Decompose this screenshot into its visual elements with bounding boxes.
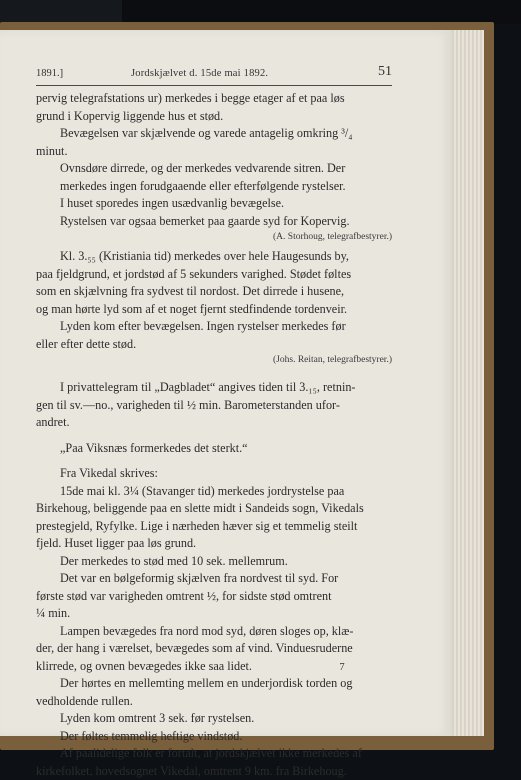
text-line: Birkehoug, beliggende paa en slette midt i Sandeids sogn, Vikedals xyxy=(36,500,392,518)
header-year: 1891.] xyxy=(36,68,63,79)
text-line: Lyden kom omtrent 3 sek. før rystelsen. xyxy=(36,710,392,728)
spacer xyxy=(36,457,392,465)
text-line: Lampen bevægedes fra nord mod syd, døren sloges op, klæ- xyxy=(36,623,392,641)
text-line: andret. xyxy=(36,414,392,432)
page-number: 51 xyxy=(378,64,392,80)
text-line: pervig telegrafstations ur) merkedes i begge etager af et paa løs xyxy=(36,90,392,108)
background-strip xyxy=(0,0,521,24)
spacer xyxy=(36,371,392,379)
text-line: minut. xyxy=(36,143,392,161)
text-line: og man hørte lyd som af et noget fjernt stedfindende tordenveir. xyxy=(36,301,392,319)
signature-mark xyxy=(0,662,440,673)
text-line: Det var en bølgeformig skjælven fra nordvest til syd. For xyxy=(36,570,392,588)
text-line: „Paa Viksnæs formerkedes det sterkt.“ xyxy=(36,440,392,458)
text-line: 15de mai kl. 3¼ (Stavanger tid) merkedes jordrystelse paa xyxy=(36,483,392,501)
text-line: ¼ min. xyxy=(36,605,392,623)
background-block xyxy=(122,0,521,24)
paragraph-block-3 xyxy=(36,379,392,432)
text-line: Af paalidelige folk er fortalt, at jordskjælvet ikke merkedes af xyxy=(36,745,392,763)
spacer xyxy=(36,432,392,440)
text-line: der, der hang i værelset, bevægedes som af vind. Vinduesruderne xyxy=(36,640,392,658)
paragraph-block-1 xyxy=(36,90,392,230)
text-line: gen til sv.—no., varigheden til ½ min. Barometerstanden ufor- xyxy=(36,397,392,415)
text-line: Lyden kom efter bevægelsen. Ingen rystelser merkedes før xyxy=(36,318,392,336)
paragraph-block-5 xyxy=(36,465,392,780)
text-line: Rystelsen var ogsaa bemerket paa gaarde syd for Kopervig. xyxy=(36,213,392,231)
text-line: I huset sporedes ingen usædvanlig bevægelse. xyxy=(36,195,392,213)
text-line: første stød var varigheden omtrent ½, for sidste stød omtrent xyxy=(36,588,392,606)
paragraph-block-4 xyxy=(36,440,392,458)
text-line: I privattelegram til „Dagbladet“ angives tiden til 3.₁₅, retnin- xyxy=(36,379,392,397)
text-line: klirrede, og ovnen bevægedes ikke saa lidet. xyxy=(36,658,392,676)
text-line: Bevægelsen var skjælvende og varede antagelig omkring ³/₄ xyxy=(36,125,392,143)
text-line: prestegjeld, Ryfylke. Lige i nærheden hæver sig et temmelig steilt xyxy=(36,518,392,536)
paragraph-block-2 xyxy=(36,248,392,353)
running-header xyxy=(36,64,392,84)
text-line: fjeld. Huset ligger paa løs grund. xyxy=(36,535,392,553)
text-line: grund i Kopervig liggende hus et stød. xyxy=(36,108,392,126)
text-line: eller efter dette stød. xyxy=(36,336,392,354)
text-line: Der hørtes en mellemting mellem en underjordisk torden og xyxy=(36,675,392,693)
text-line: merkedes ingen forudgaaende eller efterfølgende rystelser. xyxy=(36,178,392,196)
text-line: Ovnsdøre dirrede, og der merkedes vedvarende sitren. Der xyxy=(36,160,392,178)
signature-reitan: (Johs. Reitan, telegrafbestyrer.) xyxy=(36,353,392,367)
text-line: paa fjeldgrund, et jordstød af 5 sekunders varighed. Stødet føltes xyxy=(36,266,392,284)
text-line: som en skjælvning fra sydvest til nordost. Det dirrede i husene, xyxy=(36,283,392,301)
header-title: Jordskjælvet d. 15de mai 1892. xyxy=(131,68,268,79)
text-line: Der føltes temmelig heftige vindstød. xyxy=(36,728,392,746)
page-body xyxy=(36,90,392,780)
text-line: Der merkedes to stød med 10 sek. mellemrum. xyxy=(36,553,392,571)
text-line: vedholdende rullen. xyxy=(36,693,392,711)
header-rule xyxy=(36,85,392,86)
signature-number: 7 xyxy=(339,662,344,673)
text-line: Kl. 3.₅₅ (Kristiania tid) merkedes over hele Haugesunds by, xyxy=(36,248,392,266)
signature-storhoug: (A. Storhoug, telegrafbestyrer.) xyxy=(36,230,392,244)
text-line: kirkefolket, hovedsognet Vikedal, omtrent 9 km. fra Birkehoug. xyxy=(36,763,392,780)
text-line: Fra Vikedal skrives: xyxy=(36,465,392,483)
